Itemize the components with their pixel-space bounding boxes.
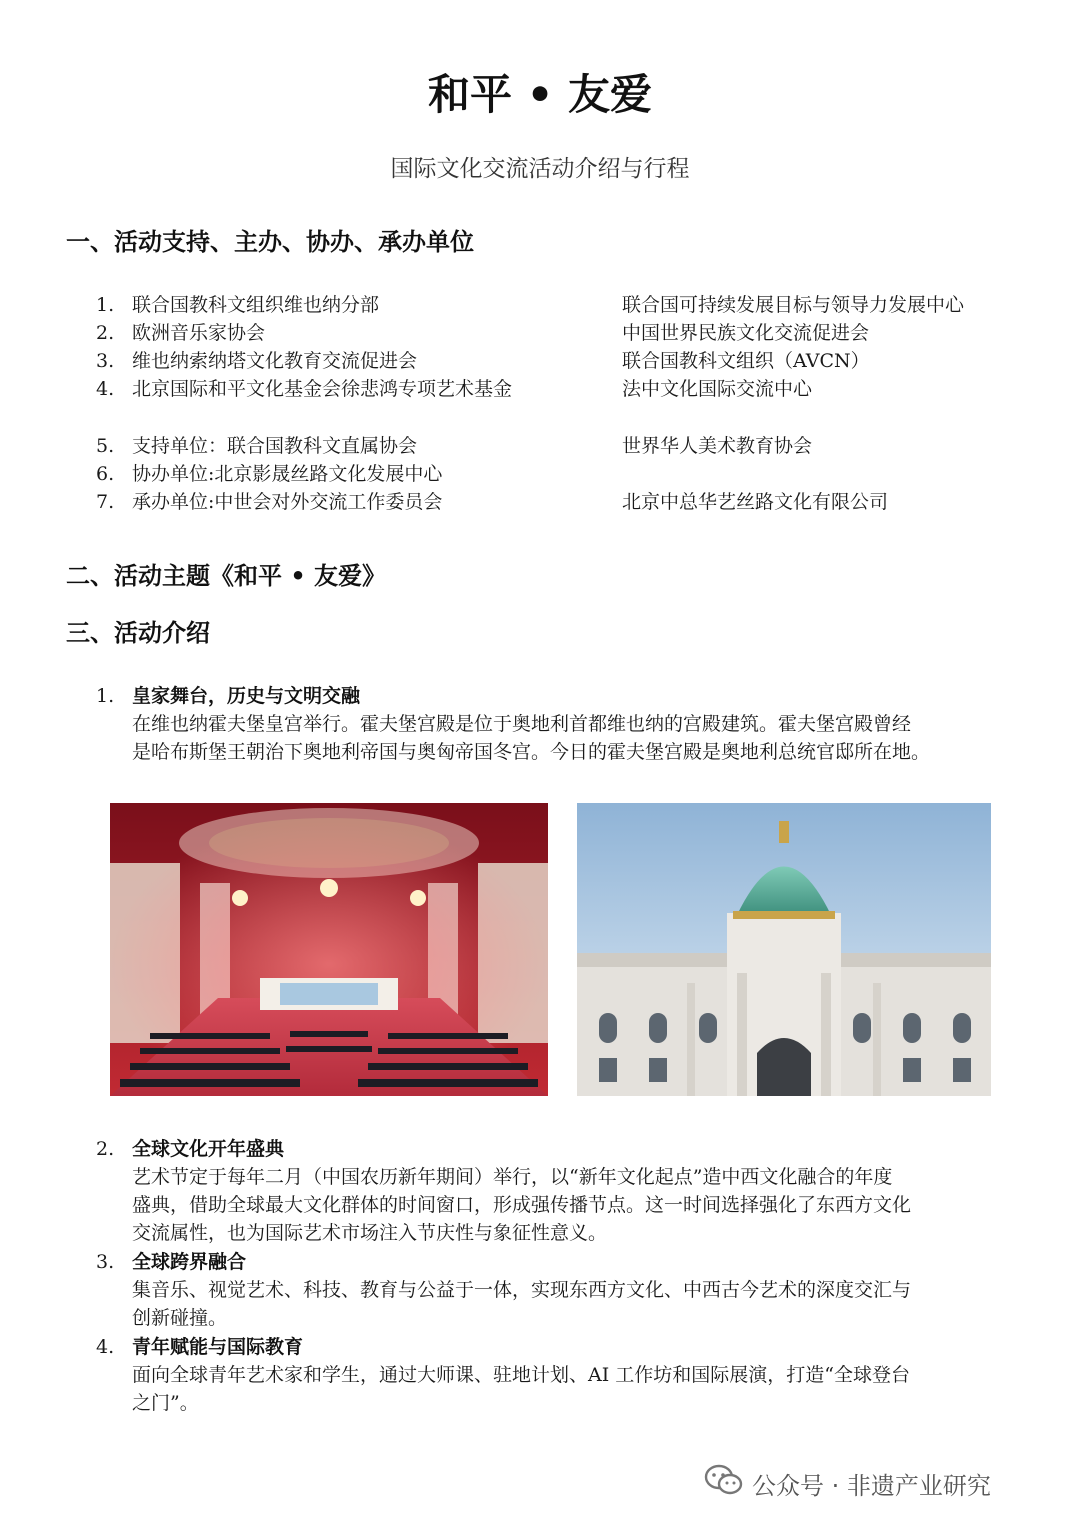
body-line: 集音乐、视觉艺术、科技、教育与公益于一体，实现东西方文化、中西古今艺术的深度交汇与 bbox=[132, 1279, 912, 1301]
list-item bbox=[0, 375, 1080, 403]
watermark bbox=[704, 1463, 991, 1503]
item-number: 4. bbox=[96, 1336, 115, 1358]
intro-item-title: 全球文化开年盛典 bbox=[132, 1138, 285, 1160]
item-number: 3. bbox=[96, 1251, 115, 1273]
organizer-left: 联合国教科文组织维也纳分部 bbox=[132, 294, 380, 316]
intro-item-body bbox=[132, 710, 1032, 766]
list-item bbox=[0, 319, 1080, 347]
intro-item-title: 全球跨界融合 bbox=[132, 1251, 247, 1273]
intro-item-body bbox=[132, 1163, 1032, 1247]
organizer-right: 联合国教科文组织（AVCN） bbox=[622, 350, 870, 372]
organizer-right: 中国世界民族文化交流促进会 bbox=[622, 322, 870, 344]
organizer-left: 协办单位:北京影晟丝路文化发展中心 bbox=[132, 463, 443, 485]
page-title: 和平 • 友爱 bbox=[427, 70, 653, 119]
item-number: 2. bbox=[96, 1138, 115, 1160]
list-item bbox=[0, 432, 1080, 460]
item-number: 6. bbox=[96, 463, 115, 485]
hofburg-palace-photo bbox=[577, 803, 991, 1096]
section-heading-organizers: 一、活动支持、主办、协办、承办单位 bbox=[66, 228, 474, 256]
hall-interior-photo bbox=[110, 803, 548, 1096]
item-number: 7. bbox=[96, 491, 115, 513]
organizer-right: 联合国可持续发展目标与领导力发展中心 bbox=[622, 294, 965, 316]
organizer-left: 欧洲音乐家协会 bbox=[132, 322, 266, 344]
item-number: 3. bbox=[96, 350, 115, 372]
body-line: 面向全球青年艺术家和学生，通过大师课、驻地计划、AI 工作坊和国际展演，打造“全球登台 bbox=[132, 1364, 910, 1386]
body-line: 创新碰撞。 bbox=[132, 1307, 228, 1329]
watermark-text: 公众号 · 非遗产业研究 bbox=[752, 1471, 991, 1500]
section-heading-theme: 二、活动主题《和平 • 友爱》 bbox=[66, 562, 387, 590]
organizer-right: 北京中总华艺丝路文化有限公司 bbox=[622, 491, 889, 513]
item-number: 5. bbox=[96, 435, 115, 457]
body-line: 盛典，借助全球最大文化群体的时间窗口，形成强传播节点。这一时间选择强化了东西方文化 bbox=[132, 1194, 912, 1216]
intro-item-title: 青年赋能与国际教育 bbox=[132, 1336, 304, 1358]
intro-item-title: 皇家舞台，历史与文明交融 bbox=[132, 685, 361, 707]
item-number: 1. bbox=[96, 685, 115, 707]
page-subtitle: 国际文化交流活动介绍与行程 bbox=[390, 156, 690, 182]
wechat-icon bbox=[704, 1463, 744, 1503]
body-line: 在维也纳霍夫堡皇宫举行。霍夫堡宫殿是位于奥地利首都维也纳的宫殿建筑。霍夫堡宫殿曾经 bbox=[132, 713, 912, 735]
body-line: 交流属性，也为国际艺术市场注入节庆性与象征性意义。 bbox=[132, 1222, 608, 1244]
list-item bbox=[0, 488, 1080, 516]
item-number: 2. bbox=[96, 322, 115, 344]
intro-item-body bbox=[132, 1361, 1032, 1417]
organizer-left: 维也纳索纳塔文化教育交流促进会 bbox=[132, 350, 418, 372]
list-item bbox=[0, 460, 1080, 488]
item-number: 1. bbox=[96, 294, 115, 316]
list-item bbox=[0, 291, 1080, 319]
organizer-left: 支持单位：联合国教科文直属协会 bbox=[132, 435, 418, 457]
organizer-left: 北京国际和平文化基金会徐悲鸿专项艺术基金 bbox=[132, 378, 513, 400]
list-item bbox=[0, 347, 1080, 375]
item-number: 4. bbox=[96, 378, 115, 400]
section-heading-intro: 三、活动介绍 bbox=[66, 619, 210, 647]
body-line: 艺术节定于每年二月（中国农历新年期间）举行，以“新年文化起点”造中西文化融合的年度 bbox=[132, 1166, 893, 1188]
body-line: 是哈布斯堡王朝治下奥地利帝国与奥匈帝国冬宫。今日的霍夫堡宫殿是奥地利总统官邸所在地。 bbox=[132, 741, 931, 763]
body-line: 之门”。 bbox=[132, 1392, 199, 1414]
intro-item-body bbox=[132, 1276, 1032, 1332]
organizer-right: 法中文化国际交流中心 bbox=[622, 378, 813, 400]
organizer-right: 世界华人美术教育协会 bbox=[622, 435, 813, 457]
organizer-left: 承办单位:中世会对外交流工作委员会 bbox=[132, 491, 443, 513]
